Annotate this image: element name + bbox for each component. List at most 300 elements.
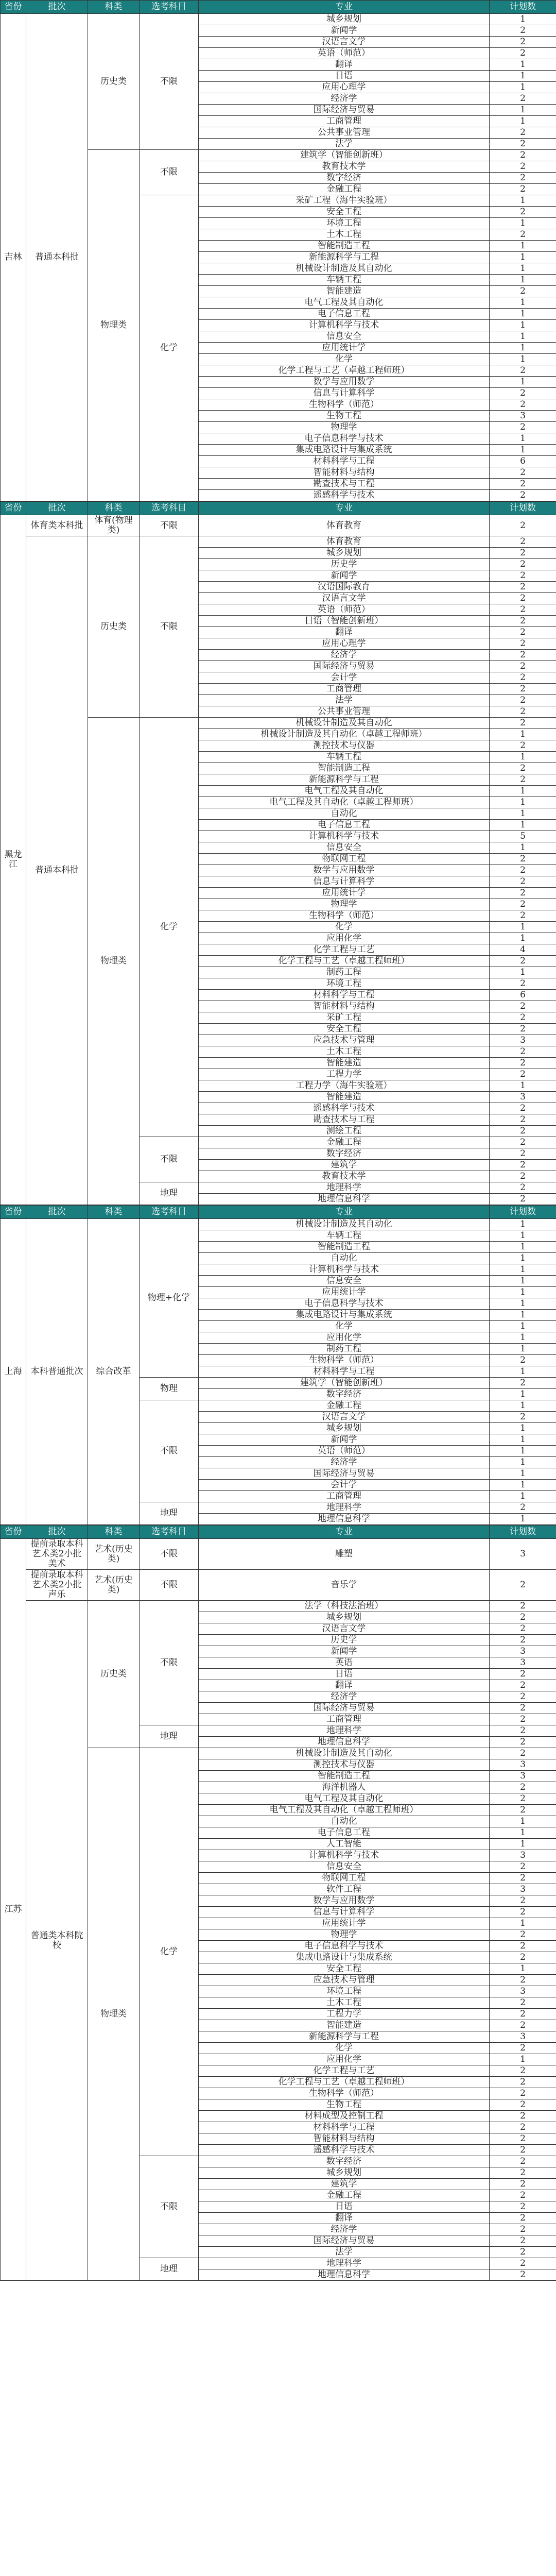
major-name-cell: 生物科学（师范） [199, 910, 490, 922]
major-name-cell: 英语（师范） [199, 1446, 490, 1457]
major-name-cell: 数字经济 [199, 1389, 490, 1400]
plan-count-cell: 5 [490, 831, 556, 842]
major-name-cell: 信息与计算科学 [199, 876, 490, 888]
category-cell: 历史类 [88, 1601, 140, 1748]
plan-count-cell: 2 [490, 1635, 556, 1646]
table-row [1, 1219, 556, 1230]
plan-count-cell: 1 [490, 1816, 556, 1827]
plan-count-cell: 2 [490, 899, 556, 910]
major-name-cell: 物理学 [199, 1929, 490, 1941]
plan-count-cell: 1 [490, 1253, 556, 1264]
plan-count-cell: 2 [490, 536, 556, 548]
plan-count-cell: 3 [490, 1759, 556, 1771]
plan-count-cell: 2 [490, 515, 556, 536]
major-name-cell: 生物工程 [199, 2099, 490, 2111]
major-name-cell: 汉语言文学 [199, 37, 490, 48]
column-header: 批次 [26, 502, 88, 515]
plan-count-cell: 2 [490, 1046, 556, 1058]
plan-count-cell: 2 [490, 1861, 556, 1873]
batch-cell: 体育类本科批 [26, 515, 88, 536]
plan-count-cell: 2 [490, 740, 556, 752]
plan-count-cell: 2 [490, 127, 556, 139]
column-header: 专业 [199, 1206, 490, 1219]
plan-count-cell: 2 [490, 1171, 556, 1182]
plan-count-cell: 6 [490, 990, 556, 1001]
major-name-cell: 机械设计制造及其自动化 [199, 263, 490, 275]
major-name-cell: 工商管理 [199, 116, 490, 127]
plan-count-cell: 1 [490, 297, 556, 309]
plan-count-cell: 2 [490, 627, 556, 638]
plan-count-cell: 2 [490, 2213, 556, 2224]
major-name-cell: 车辆工程 [199, 275, 490, 286]
major-name-cell: 应用统计学 [199, 1918, 490, 1929]
plan-count-cell: 1 [490, 1242, 556, 1253]
subject-requirement-cell: 不限 [140, 1137, 199, 1182]
plan-count-cell: 2 [490, 1570, 556, 1601]
major-name-cell: 经济学 [199, 93, 490, 105]
plan-count-cell: 2 [490, 593, 556, 604]
plan-count-cell: 2 [490, 1378, 556, 1389]
plan-count-cell: 1 [490, 1514, 556, 1525]
plan-count-cell: 2 [490, 2043, 556, 2054]
major-name-cell: 计算机科学与技术 [199, 1850, 490, 1861]
plan-count-cell: 1 [490, 331, 556, 343]
subject-requirement-cell: 物理 [140, 1378, 199, 1400]
plan-count-cell: 2 [490, 1873, 556, 1884]
major-name-cell: 新能源科学与工程 [199, 2031, 490, 2043]
major-name-cell: 会计学 [199, 672, 490, 684]
plan-count-cell: 2 [490, 93, 556, 105]
major-name-cell: 地理信息科学 [199, 1514, 490, 1525]
plan-count-cell: 6 [490, 456, 556, 467]
plan-count-cell: 2 [490, 1703, 556, 1714]
major-name-cell: 信息安全 [199, 842, 490, 854]
plan-count-cell: 1 [490, 1310, 556, 1321]
major-name-cell: 国际经济与贸易 [199, 2235, 490, 2247]
major-name-cell: 化学工程与工艺 [199, 944, 490, 956]
major-name-cell: 电气工程及其自动化（卓越工程师班） [199, 797, 490, 808]
plan-count-cell: 3 [490, 1986, 556, 1997]
major-name-cell: 金融工程 [199, 2190, 490, 2201]
major-name-cell: 自动化 [199, 1253, 490, 1264]
major-name-cell: 材料科学与工程 [199, 2122, 490, 2133]
plan-count-cell: 3 [490, 1035, 556, 1046]
major-name-cell: 建筑学 [199, 1160, 490, 1171]
plan-count-cell: 2 [490, 2190, 556, 2201]
major-name-cell: 采矿工程 [199, 1012, 490, 1024]
major-name-cell: 新能源科学与工程 [199, 774, 490, 786]
plan-count-cell: 1 [490, 797, 556, 808]
column-header: 省份 [1, 1, 26, 14]
plan-count-cell: 1 [490, 922, 556, 933]
category-cell: 物理类 [88, 1748, 140, 2281]
major-name-cell: 建筑学（智能创新班） [199, 1378, 490, 1389]
plan-count-cell: 2 [490, 2258, 556, 2269]
plan-count-cell: 1 [490, 1321, 556, 1332]
plan-count-cell: 2 [490, 1355, 556, 1366]
major-name-cell: 建筑学（智能创新班） [199, 150, 490, 161]
major-name-cell: 电子信息工程 [199, 309, 490, 320]
plan-count-cell: 1 [490, 1332, 556, 1344]
major-name-cell: 计算机科学与技术 [199, 1264, 490, 1276]
column-header: 科类 [88, 1526, 140, 1539]
table-row [1, 536, 556, 548]
plan-count-cell: 2 [490, 48, 556, 59]
plan-count-cell: 2 [490, 150, 556, 161]
table-row [1, 515, 556, 536]
major-name-cell: 智能建造 [199, 1058, 490, 1069]
plan-count-cell: 1 [490, 263, 556, 275]
column-header: 计划数 [490, 1206, 556, 1219]
major-name-cell: 应用统计学 [199, 343, 490, 354]
plan-count-cell: 2 [490, 2247, 556, 2258]
plan-count-cell: 2 [490, 1691, 556, 1703]
major-name-cell: 工商管理 [199, 684, 490, 695]
major-name-cell: 地理科学 [199, 1182, 490, 1194]
plan-count-cell: 2 [490, 1194, 556, 1205]
plan-count-cell: 1 [490, 1230, 556, 1242]
subject-requirement-cell: 化学 [140, 195, 199, 501]
major-name-cell: 机械设计制造及其自动化（卓越工程师班） [199, 729, 490, 740]
major-name-cell: 智能制造工程 [199, 1242, 490, 1253]
plan-count-cell: 2 [490, 706, 556, 718]
major-name-cell: 智能制造工程 [199, 241, 490, 252]
major-name-cell: 城乡规划 [199, 2167, 490, 2179]
subject-requirement-cell: 不限 [140, 1400, 199, 1502]
plan-count-cell: 1 [490, 445, 556, 456]
column-header: 批次 [26, 1, 88, 14]
major-name-cell: 制药工程 [199, 1344, 490, 1355]
major-name-cell: 智能材料与结构 [199, 467, 490, 479]
plan-count-cell: 2 [490, 2201, 556, 2213]
category-cell: 艺术(历史类) [88, 1539, 140, 1570]
province-cell: 黑龙江 [1, 515, 26, 1205]
plan-count-cell: 2 [490, 2122, 556, 2133]
major-name-cell: 电气工程及其自动化 [199, 786, 490, 797]
plan-count-cell: 2 [490, 548, 556, 559]
major-name-cell: 采矿工程（海牛实验班） [199, 195, 490, 207]
plan-count-cell: 1 [490, 218, 556, 229]
major-name-cell: 安全工程 [199, 207, 490, 218]
major-name-cell: 日语 [199, 2201, 490, 2213]
major-name-cell: 生物科学（师范） [199, 2088, 490, 2099]
plan-count-cell: 2 [490, 763, 556, 774]
major-name-cell: 电气工程及其自动化 [199, 1793, 490, 1805]
major-name-cell: 应用统计学 [199, 1287, 490, 1298]
major-name-cell: 汉语言文学 [199, 1412, 490, 1423]
major-name-cell: 土木工程 [199, 229, 490, 241]
major-name-cell: 车辆工程 [199, 1230, 490, 1242]
subject-requirement-cell: 化学 [140, 718, 199, 1137]
plan-count-cell: 2 [490, 1012, 556, 1024]
column-header: 专业 [199, 1526, 490, 1539]
plan-count-cell: 1 [490, 320, 556, 331]
major-name-cell: 环境工程 [199, 218, 490, 229]
plan-count-cell: 3 [490, 1850, 556, 1861]
plan-count-cell: 2 [490, 422, 556, 433]
province-table [0, 1525, 556, 2281]
major-name-cell: 工程力学 [199, 1069, 490, 1080]
subject-requirement-cell: 化学 [140, 1748, 199, 2156]
plan-count-cell: 2 [490, 1103, 556, 1114]
major-name-cell: 教育技术学 [199, 1171, 490, 1182]
province-table [0, 1205, 556, 1525]
major-name-cell: 生物科学（师范） [199, 399, 490, 411]
plan-count-cell: 2 [490, 1148, 556, 1160]
major-name-cell: 智能材料与结构 [199, 1001, 490, 1012]
plan-count-cell: 3 [490, 411, 556, 422]
major-name-cell: 数字经济 [199, 1148, 490, 1160]
major-name-cell: 遥感科学与技术 [199, 2145, 490, 2156]
column-header: 省份 [1, 502, 26, 515]
plan-count-cell: 2 [490, 1952, 556, 1963]
column-header: 计划数 [490, 1, 556, 14]
plan-count-cell: 2 [490, 37, 556, 48]
plan-count-cell: 2 [490, 650, 556, 661]
plan-count-cell: 2 [490, 718, 556, 729]
major-name-cell: 雕塑 [199, 1539, 490, 1570]
plan-count-cell: 2 [490, 2224, 556, 2235]
major-name-cell: 应急技术与管理 [199, 1975, 490, 1986]
table-row [1, 1539, 556, 1570]
plan-count-cell: 2 [490, 1907, 556, 1918]
province-table [0, 501, 556, 1205]
plan-count-cell: 2 [490, 1929, 556, 1941]
plan-count-cell: 2 [490, 1001, 556, 1012]
plan-count-cell: 2 [490, 2009, 556, 2020]
major-name-cell: 法学 [199, 695, 490, 706]
batch-cell: 本科普通批次 [26, 1219, 88, 1525]
major-name-cell: 汉语国际教育 [199, 582, 490, 593]
plan-count-cell: 2 [490, 1069, 556, 1080]
plan-count-cell: 2 [490, 570, 556, 582]
table-row [1, 1601, 556, 1612]
major-name-cell: 汉语言文学 [199, 1623, 490, 1635]
major-name-cell: 化学工程与工艺 [199, 2065, 490, 2077]
plan-count-cell: 2 [490, 876, 556, 888]
category-cell: 艺术(历史类) [88, 1570, 140, 1601]
major-name-cell: 工商管理 [199, 1491, 490, 1502]
subject-requirement-cell: 地理 [140, 2258, 199, 2281]
major-name-cell: 国际经济与贸易 [199, 105, 490, 116]
plan-count-cell: 1 [490, 1434, 556, 1446]
plan-count-cell: 1 [490, 1389, 556, 1400]
plan-count-cell: 2 [490, 2133, 556, 2145]
category-cell: 历史类 [88, 536, 140, 718]
major-name-cell: 电子信息工程 [199, 1827, 490, 1839]
plan-count-cell: 2 [490, 184, 556, 195]
plan-count-cell: 2 [490, 1058, 556, 1069]
major-name-cell: 化学 [199, 354, 490, 365]
plan-count-cell: 3 [490, 1771, 556, 1782]
plan-count-cell: 3 [490, 1657, 556, 1669]
subject-requirement-cell: 不限 [140, 1601, 199, 1725]
plan-count-cell: 2 [490, 1114, 556, 1126]
plan-count-cell: 1 [490, 1344, 556, 1355]
plan-count-cell: 1 [490, 752, 556, 763]
major-name-cell: 信息安全 [199, 331, 490, 343]
major-name-cell: 城乡规划 [199, 1612, 490, 1623]
plan-count-cell: 2 [490, 1412, 556, 1423]
plan-count-cell: 1 [490, 1366, 556, 1378]
plan-count-cell: 1 [490, 1457, 556, 1468]
subject-requirement-cell: 不限 [140, 536, 199, 718]
major-name-cell: 机械设计制造及其自动化 [199, 1219, 490, 1230]
major-name-cell: 计算机科学与技术 [199, 831, 490, 842]
major-name-cell: 教育技术学 [199, 161, 490, 173]
major-name-cell: 新闻学 [199, 1434, 490, 1446]
column-header: 科类 [88, 1206, 140, 1219]
plan-count-cell: 2 [490, 956, 556, 967]
major-name-cell: 国际经济与贸易 [199, 1468, 490, 1480]
plan-count-cell: 2 [490, 684, 556, 695]
major-name-cell: 电子信息科学与技术 [199, 1941, 490, 1952]
plan-count-cell: 2 [490, 490, 556, 501]
plan-count-cell: 2 [490, 1024, 556, 1035]
major-name-cell: 法学 [199, 2247, 490, 2258]
plan-count-cell: 2 [490, 661, 556, 672]
plan-count-cell: 1 [490, 116, 556, 127]
plan-count-cell: 2 [490, 207, 556, 218]
major-name-cell: 信息安全 [199, 1861, 490, 1873]
plan-count-cell: 2 [490, 1782, 556, 1793]
plan-count-cell: 1 [490, 820, 556, 831]
major-name-cell: 智能材料与结构 [199, 2133, 490, 2145]
plan-count-cell: 3 [490, 2031, 556, 2043]
major-name-cell: 自动化 [199, 1816, 490, 1827]
category-cell: 综合改革 [88, 1219, 140, 1525]
plan-count-cell: 1 [490, 71, 556, 82]
major-name-cell: 应用化学 [199, 933, 490, 944]
major-name-cell: 环境工程 [199, 978, 490, 990]
major-name-cell: 化学工程与工艺（卓越工程师班） [199, 365, 490, 377]
column-header: 科类 [88, 502, 140, 515]
major-name-cell: 电子信息科学与技术 [199, 1298, 490, 1310]
plan-count-cell: 1 [490, 1423, 556, 1434]
plan-count-cell: 1 [490, 1219, 556, 1230]
major-name-cell: 电气工程及其自动化（卓越工程师班） [199, 1805, 490, 1816]
plan-count-cell: 2 [490, 672, 556, 684]
plan-count-cell: 2 [490, 1137, 556, 1148]
major-name-cell: 测控技术与仪器 [199, 740, 490, 752]
plan-count-cell: 1 [490, 786, 556, 797]
plan-count-cell: 2 [490, 1975, 556, 1986]
plan-count-cell: 2 [490, 616, 556, 627]
column-header: 专业 [199, 1, 490, 14]
plan-count-cell: 1 [490, 1491, 556, 1502]
major-name-cell: 体育教育 [199, 536, 490, 548]
plan-count-cell: 2 [490, 1601, 556, 1612]
major-name-cell: 遥感科学与技术 [199, 1103, 490, 1114]
plan-count-cell: 2 [490, 1748, 556, 1759]
plan-count-cell: 2 [490, 854, 556, 865]
major-name-cell: 电子信息工程 [199, 820, 490, 831]
subject-requirement-cell: 不限 [140, 150, 199, 195]
major-name-cell: 经济学 [199, 1457, 490, 1468]
column-header: 选考科目 [140, 1, 199, 14]
major-name-cell: 材料科学与工程 [199, 990, 490, 1001]
category-cell: 物理类 [88, 718, 140, 1205]
major-name-cell: 材料科学与工程 [199, 1366, 490, 1378]
plan-count-cell: 2 [490, 2099, 556, 2111]
plan-count-cell: 2 [490, 1737, 556, 1748]
plan-count-cell: 2 [490, 1997, 556, 2009]
major-name-cell: 新闻学 [199, 25, 490, 37]
major-name-cell: 数学与应用数学 [199, 865, 490, 876]
province-cell: 吉林 [1, 14, 26, 501]
plan-count-cell: 4 [490, 944, 556, 956]
major-name-cell: 安全工程 [199, 1024, 490, 1035]
major-name-cell: 国际经济与贸易 [199, 1703, 490, 1714]
major-name-cell: 生物工程 [199, 411, 490, 422]
plan-count-cell: 1 [490, 729, 556, 740]
major-name-cell: 历史学 [199, 559, 490, 570]
plan-count-cell: 2 [490, 1725, 556, 1737]
major-name-cell: 工程力学（海牛实验班） [199, 1080, 490, 1092]
major-name-cell: 城乡规划 [199, 548, 490, 559]
major-name-cell: 英语（师范） [199, 604, 490, 616]
major-name-cell: 数学与应用数学 [199, 377, 490, 388]
major-name-cell: 历史学 [199, 1635, 490, 1646]
table-row [1, 1570, 556, 1601]
plan-count-cell: 1 [490, 82, 556, 93]
column-header: 省份 [1, 1526, 26, 1539]
plan-count-cell: 2 [490, 2065, 556, 2077]
plan-count-cell: 2 [490, 2145, 556, 2156]
plan-count-cell: 2 [490, 2179, 556, 2190]
subject-requirement-cell: 物理+化学 [140, 1219, 199, 1378]
plan-count-cell: 1 [490, 1287, 556, 1298]
plan-count-cell: 2 [490, 479, 556, 490]
column-header: 批次 [26, 1206, 88, 1219]
plan-count-cell: 2 [490, 638, 556, 650]
plan-count-cell: 3 [490, 1646, 556, 1657]
column-header: 专业 [199, 502, 490, 515]
major-name-cell: 智能建造 [199, 286, 490, 297]
major-name-cell: 工程力学 [199, 2009, 490, 2020]
major-name-cell: 经济学 [199, 650, 490, 661]
major-name-cell: 勘查技术与工程 [199, 479, 490, 490]
plan-count-cell: 2 [490, 173, 556, 184]
plan-count-cell: 1 [490, 241, 556, 252]
column-header: 计划数 [490, 1526, 556, 1539]
subject-requirement-cell: 不限 [140, 1570, 199, 1601]
major-name-cell: 经济学 [199, 2224, 490, 2235]
major-name-cell: 制药工程 [199, 967, 490, 978]
column-header: 科类 [88, 1, 140, 14]
major-name-cell: 软件工程 [199, 1884, 490, 1895]
plan-count-cell: 1 [490, 433, 556, 445]
major-name-cell: 新能源科学与工程 [199, 252, 490, 263]
plan-count-cell: 3 [490, 1092, 556, 1103]
plan-count-cell: 1 [490, 275, 556, 286]
major-name-cell: 翻译 [199, 1680, 490, 1691]
plan-count-cell: 2 [490, 1126, 556, 1137]
major-name-cell: 金融工程 [199, 184, 490, 195]
plan-count-cell: 2 [490, 1182, 556, 1194]
major-name-cell: 机械设计制造及其自动化 [199, 1748, 490, 1759]
major-name-cell: 地理科学 [199, 1502, 490, 1514]
plan-count-cell: 2 [490, 1805, 556, 1816]
plan-count-cell: 1 [490, 377, 556, 388]
plan-count-cell: 2 [490, 1793, 556, 1805]
table-header-row [1, 1526, 556, 1539]
plan-count-cell: 2 [490, 229, 556, 241]
major-name-cell: 新闻学 [199, 1646, 490, 1657]
major-name-cell: 法学 [199, 139, 490, 150]
subject-requirement-cell: 地理 [140, 1182, 199, 1205]
major-name-cell: 材料成型及控制工程 [199, 2111, 490, 2122]
